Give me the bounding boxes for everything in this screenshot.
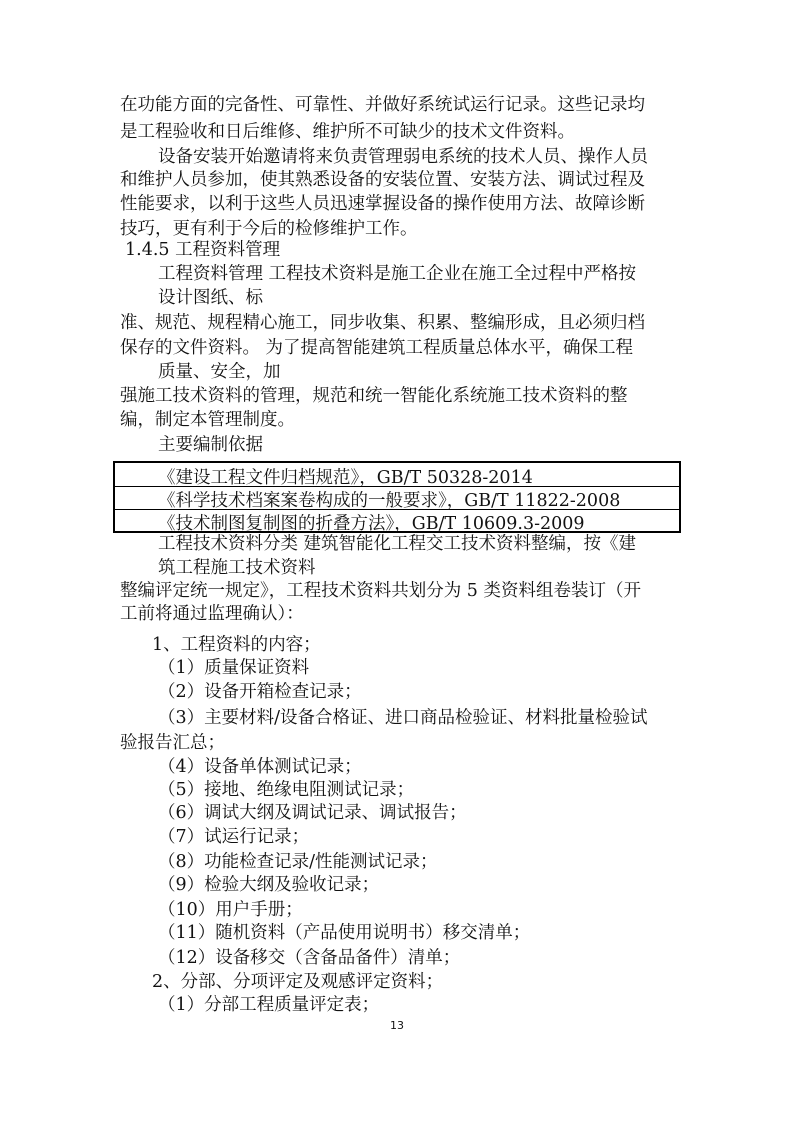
text-line: 性能要求，以利于这些人员迅速掌握设备的操作使用方法、故障诊断 bbox=[120, 194, 645, 214]
text-line: （1）分部工程质量评定表； bbox=[158, 995, 380, 1015]
reference-row bbox=[115, 509, 679, 532]
text-line: 编，制定本管理制度。 bbox=[120, 410, 295, 430]
text-line: 质量、安全，加 bbox=[158, 362, 281, 382]
text-line: （6）调试大纲及调试记录、调试报告； bbox=[158, 803, 467, 823]
text-line: 2、分部、分项评定及观感评定资料； bbox=[152, 972, 444, 992]
text-line: 筑工程施工技术资料 bbox=[158, 558, 316, 578]
text-line: 整编评定统一规定》，工程技术资料共划分为 5 类资料组卷装订（开 bbox=[120, 581, 642, 601]
reference-row bbox=[115, 463, 679, 487]
text-line: （7）试运行记录； bbox=[158, 827, 310, 847]
text-line: （9）检验大纲及验收记录； bbox=[158, 875, 380, 895]
reference-text: 《科学技术档案案卷构成的一般要求》，GB/T 11822-2008 bbox=[158, 491, 621, 511]
text-line: （1）质量保证资料 bbox=[158, 658, 310, 678]
text-line: （2）设备开箱检查记录； bbox=[158, 682, 362, 702]
text-line: （3）主要材料/设备合格证、进口商品检验证、材料批量检验试 bbox=[158, 708, 648, 728]
text-line: 设备安装开始邀请将来负责管理弱电系统的技术人员、操作人员 bbox=[158, 147, 648, 167]
text-line: 是工程验收和日后维修、维护所不可缺少的技术文件资料。 bbox=[120, 122, 575, 142]
reference-text: 《技术制图复制图的折叠方法》，GB/T 10609.3-2009 bbox=[158, 514, 585, 534]
text-line: 设计图纸、标 bbox=[158, 288, 263, 308]
text-line: 保存的文件资料。 为了提高智能建筑工程质量总体水平，确保工程 bbox=[120, 338, 634, 358]
text-line: 技巧，更有利于今后的检修维护工作。 bbox=[120, 219, 418, 239]
text-line: 工程技术资料分类 建筑智能化工程交工技术资料整编，按《建 bbox=[158, 534, 637, 554]
text-line: 主要编制依据 bbox=[158, 435, 263, 455]
text-line: （10）用户手册； bbox=[158, 900, 303, 920]
text-line: 准、规范、规程精心施工，同步收集、积累、整编形成，且必须归档 bbox=[120, 313, 645, 333]
text-line: （5）接地、绝缘电阻测试记录； bbox=[158, 780, 415, 800]
text-line: 在功能方面的完备性、可靠性、并做好系统试运行记录。这些记录均 bbox=[120, 95, 645, 115]
reference-standards-table bbox=[113, 461, 681, 533]
text-line: 和维护人员参加，使其熟悉设备的安装位置、安装方法、调试过程及 bbox=[120, 170, 645, 190]
reference-row bbox=[115, 486, 679, 510]
page-number: 13 bbox=[390, 1019, 404, 1032]
text-line: （8）功能检查记录/性能测试记录； bbox=[158, 852, 438, 872]
text-line: （11）随机资料（产品使用说明书）移交清单； bbox=[158, 923, 531, 943]
section-heading: 1.4.5 工程资料管理 bbox=[125, 240, 281, 260]
text-line: （12）设备移交（含备品备件）清单； bbox=[158, 948, 461, 968]
text-line: 工前将通过监理确认）： bbox=[120, 604, 304, 624]
text-line: 验报告汇总； bbox=[120, 733, 225, 753]
text-line: （4）设备单体测试记录； bbox=[158, 757, 362, 777]
text-line: 强施工技术资料的管理，规范和统一智能化系统施工技术资料的整 bbox=[120, 386, 628, 406]
text-line: 工程资料管理 工程技术资料是施工企业在施工全过程中严格按 bbox=[158, 264, 637, 284]
text-line: 1、工程资料的内容； bbox=[152, 635, 321, 655]
reference-text: 《建设工程文件归档规范》，GB/T 50328-2014 bbox=[158, 468, 533, 488]
